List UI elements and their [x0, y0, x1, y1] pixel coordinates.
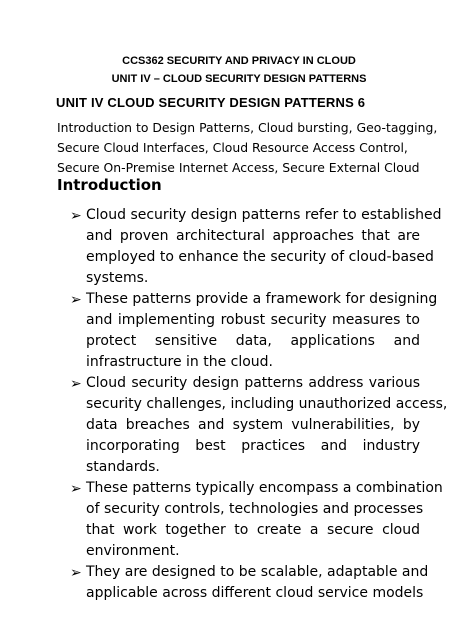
- arrow-bullet-icon: ➢: [70, 565, 82, 581]
- arrow-bullet-icon: ➢: [70, 208, 82, 224]
- bullet-line: Cloud security design patterns refer to established: [86, 207, 442, 223]
- topics-line: Secure On-Premise Internet Access, Secure External Cloud: [57, 160, 420, 175]
- list-item: [70, 373, 448, 478]
- bullet-line: Cloud security design patterns address various: [86, 375, 420, 391]
- bullet-line: data breaches and system vulnerabilities, by: [86, 417, 420, 433]
- unit-heading: UNIT IV CLOUD SECURITY DESIGN PATTERNS 6: [56, 95, 366, 110]
- topics-paragraph: [57, 118, 438, 178]
- bullet-line: infrastructure in the cloud.: [86, 354, 274, 370]
- arrow-bullet-icon: ➢: [70, 481, 82, 497]
- list-item: [70, 289, 438, 373]
- bullet-line: These patterns provide a framework for designing: [86, 291, 438, 307]
- topics-line: Secure Cloud Interfaces, Cloud Resource Access Control,: [57, 140, 408, 155]
- bullet-list: [70, 205, 448, 604]
- bullet-line: They are designed to be scalable, adaptable and: [86, 564, 429, 580]
- list-item: [70, 205, 442, 289]
- bullet-line: security challenges, including unauthorized access,: [86, 396, 448, 412]
- bullet-line: employed to enhance the security of cloud-based: [86, 249, 434, 265]
- bullet-line: incorporating best practices and industry: [86, 438, 420, 454]
- arrow-bullet-icon: ➢: [70, 292, 82, 308]
- bullet-line: environment.: [86, 543, 180, 559]
- arrow-bullet-icon: ➢: [70, 376, 82, 392]
- bullet-line: that work together to create a secure cloud: [86, 522, 420, 538]
- bullet-line: applicable across different cloud service models: [86, 585, 424, 601]
- section-title-introduction: Introduction: [57, 176, 162, 194]
- bullet-line: protect sensitive data, applications and: [86, 333, 420, 349]
- bullet-line: systems.: [86, 270, 149, 286]
- bullet-line: of security controls, technologies and processes: [86, 501, 424, 517]
- unit-title: UNIT IV – CLOUD SECURITY DESIGN PATTERNS: [111, 73, 367, 85]
- course-title: CCS362 SECURITY AND PRIVACY IN CLOUD: [122, 55, 356, 67]
- bullet-line: and implementing robust security measures to: [86, 312, 420, 328]
- list-item: [70, 562, 429, 604]
- bullet-line: These patterns typically encompass a combination: [86, 480, 443, 496]
- topics-line: Introduction to Design Patterns, Cloud bursting, Geo-tagging,: [57, 120, 438, 135]
- bullet-line: standards.: [86, 459, 160, 475]
- list-item: [70, 478, 443, 562]
- bullet-line: and proven architectural approaches that are: [86, 228, 420, 244]
